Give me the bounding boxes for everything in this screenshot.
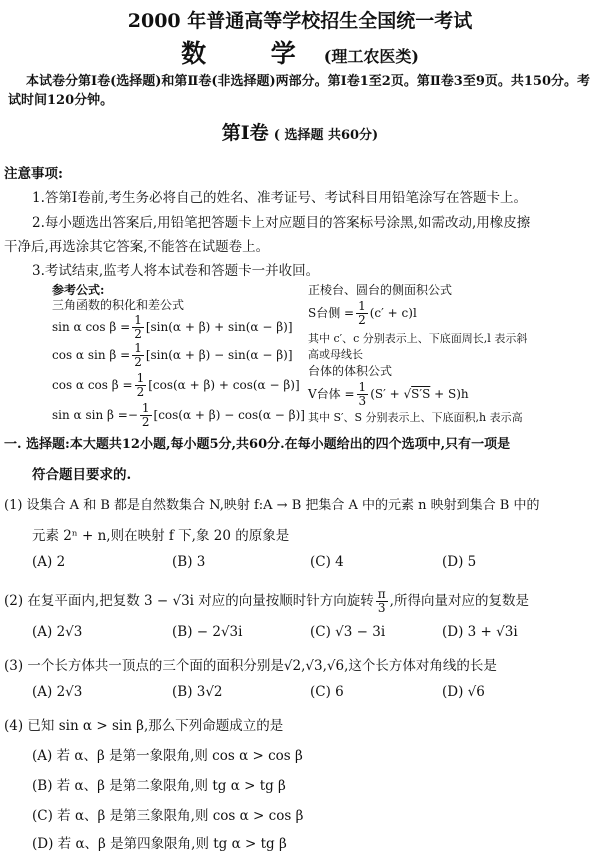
note-item: 干净后,再选涂其它答案,不能答在试题卷上。 <box>4 239 270 255</box>
side-area-note: 其中 c′、c 分别表示上、下底面周长,l 表示斜 <box>308 332 528 345</box>
volume-title: 台体的体积公式 <box>308 364 393 378</box>
question-4-option-c: (C) 若 α、β 是第三象限角,则 cos α > cos β <box>32 808 304 824</box>
question-2-stem: (2) 在复平面内,把复数 3 − √3i 对应的向量按顺时针方向旋转 $\frac{\pi}{3}$ ,所得向量对应的复数是 <box>4 587 529 615</box>
section-heading <box>0 118 600 145</box>
part1-heading-cont: 符合题目要求的. <box>32 467 132 483</box>
question-1-option-c: (C) 4 <box>310 554 344 570</box>
subject-heading <box>0 34 600 70</box>
formula-row: sin α cos β = $\frac{1}{2}$ [sin(α + β) + sin(α − β)] <box>52 313 293 341</box>
side-area-note: 高或母线长 <box>308 348 363 361</box>
question-2-option-c: (C) √3 − 3i <box>310 624 386 640</box>
question-2-option-b: (B) − 2√3i <box>172 624 243 640</box>
question-1-stem: (1) 设集合 A 和 B 都是自然数集合 N,映射 f:A → B 把集合 A 中的元素 n 映射到集合 B 中的 <box>4 498 540 513</box>
question-1-option-d: (D) 5 <box>442 554 477 570</box>
part1-heading: 一. 选择题:本大题共12小题,每小题5分,共60分.在每小题给出的四个选项中,只有一项是 <box>4 437 511 452</box>
formula-row: sin α sin β =− $\frac{1}{2}$ [cos(α + β) − cos(α − β)] <box>52 401 305 429</box>
question-4-option-a: (A) 若 α、β 是第一象限角,则 cos α > cos β <box>32 748 303 764</box>
volume-formula: V台体 = $\frac{1}{3}$ (S′ + √S′S + S)h <box>308 380 469 408</box>
question-1-option-b: (B) 3 <box>172 554 206 570</box>
question-3-option-d: (D) √6 <box>442 684 485 700</box>
note-item: 2.每小题选出答案后,用铅笔把答题卡上对应题目的答案标号涂黑,如需改动,用橡皮擦 <box>32 215 531 231</box>
question-3-option-a: (A) 2√3 <box>32 684 83 700</box>
question-3-stem: (3) 一个长方体共一顶点的三个面的面积分别是√2,√3,√6,这个长方体对角线的长是 <box>4 658 497 674</box>
volume-note: 其中 S′、S 分别表示上、下底面积,h 表示高 <box>308 411 523 424</box>
question-3-option-b: (B) 3√2 <box>172 684 223 700</box>
question-2-option-d: (D) 3 + √3i <box>442 624 518 640</box>
subject-category: (理工农医类) <box>323 47 419 66</box>
formulas-heading: 参考公式: <box>52 283 105 297</box>
subject-name: 数 学 <box>181 39 324 68</box>
section-title: 第Ⅰ卷 <box>221 122 269 144</box>
note-item: 3.考试结束,监考人将本试卷和答题卡一并收回。 <box>32 263 320 279</box>
note-item: 1.答第Ⅰ卷前,考生务必将自己的姓名、准考证号、考试科目用铅笔涂写在答题卡上。 <box>32 190 528 206</box>
question-1-stem-cont: 元素 2ⁿ + n,则在映射 f 下,象 20 的原象是 <box>32 528 290 544</box>
exam-intro: 本试卷分第Ⅰ卷(选择题)和第Ⅱ卷(非选择题)两部分。第Ⅰ卷1至2页。第Ⅱ卷3至9页。共150分。考试时间120分钟。 <box>8 74 590 108</box>
question-1-option-a: (A) 2 <box>32 554 66 570</box>
side-area-formula: S台侧 = $\frac{1}{2}$ (c′ + c)l <box>308 299 417 327</box>
question-2-option-a: (A) 2√3 <box>32 624 83 640</box>
formula-row: cos α sin β = $\frac{1}{2}$ [sin(α + β) − sin(α − β)] <box>52 341 293 369</box>
question-4-option-b: (B) 若 α、β 是第二象限角,则 tg α > tg β <box>32 778 286 794</box>
formula-left-title: 三角函数的积化和差公式 <box>52 298 185 312</box>
exam-title: 2000 年普通高等学校招生全国统一考试 <box>127 10 473 32</box>
notes-heading: 注意事项: <box>4 166 63 182</box>
question-4-option-d: (D) 若 α、β 是第四象限角,则 tg α > tg β <box>32 836 287 852</box>
section-subtitle: ( 选择题 共60分) <box>273 128 379 143</box>
question-4-stem: (4) 已知 sin α > sin β,那么下列命题成立的是 <box>4 718 284 734</box>
formula-row: cos α cos β = $\frac{1}{2}$ [cos(α + β) + cos(α − β)] <box>52 371 300 399</box>
formula-right-title: 正棱台、圆台的侧面积公式 <box>308 283 453 297</box>
question-3-option-c: (C) 6 <box>310 684 344 700</box>
